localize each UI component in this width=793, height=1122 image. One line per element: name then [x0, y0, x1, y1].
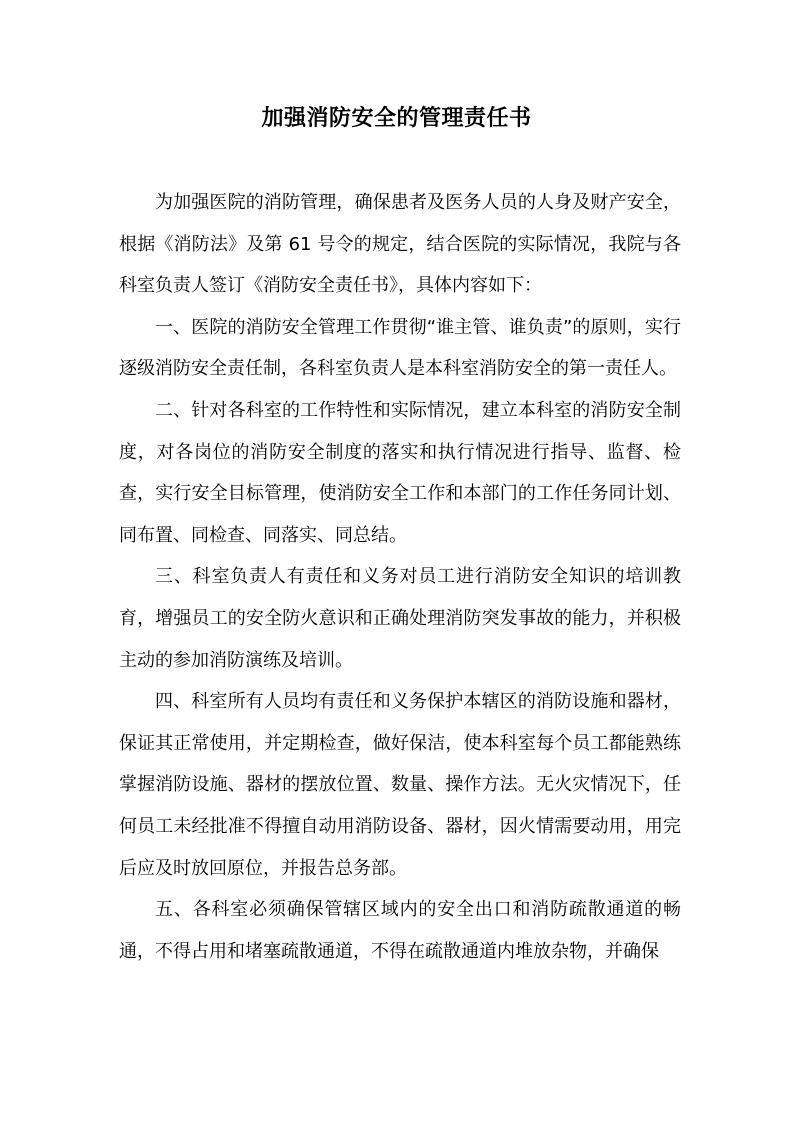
paragraph-clause-3: 三、科室负责人有责任和义务对员工进行消防安全知识的培训教育，增强员工的安全防火意识和正确处理消防突发事故的能力，并积极主动的参加消防演练及培训。 — [119, 566, 681, 671]
paragraph-clause-1: 一、医院的消防安全管理工作贯彻“谁主管、谁负责”的原则，实行逐级消防安全责任制，各科室负责人是本科室消防安全的第一责任人。 — [119, 316, 681, 380]
paragraph-intro: 为加强医院的消防管理，确保患者及医务人员的人身及财产安全，根据《消防法》及第 61 号令的规定，结合医院的实际情况，我院与各科室负责人签订《消防安全责任书》，具体内容如下： — [119, 192, 681, 297]
document-body — [119, 182, 681, 972]
paragraph-clause-4: 四、科室所有人员均有责任和义务保护本辖区的消防设施和器材，保证其正常使用，并定期检查，做好保洁，使本科室每个员工都能熟练掌握消防设施、器材的摆放位置、数量、操作方法。无火灾情况下，任何员工未经批准不得擅自动用消防设备、器材，因火情需要动用，用完后应及时放回原位，并报告总务部。 — [119, 691, 681, 879]
paragraph-clause-5: 五、各科室必须确保管辖区域内的安全出口和消防疏散通道的畅通，不得占用和堵塞疏散通道，不得在疏散通道内堆放杂物，并确保 — [119, 899, 681, 962]
paragraph-clause-2: 二、针对各科室的工作特性和实际情况，建立本科室的消防安全制度，对各岗位的消防安全制度的落实和执行情况进行指导、监督、检查，实行安全目标管理，使消防安全工作和本部门的工作任务同计划、同布置、同检查、同落实、同总结。 — [119, 399, 681, 546]
document-title: 加强消防安全的管理责任书 — [261, 106, 532, 131]
